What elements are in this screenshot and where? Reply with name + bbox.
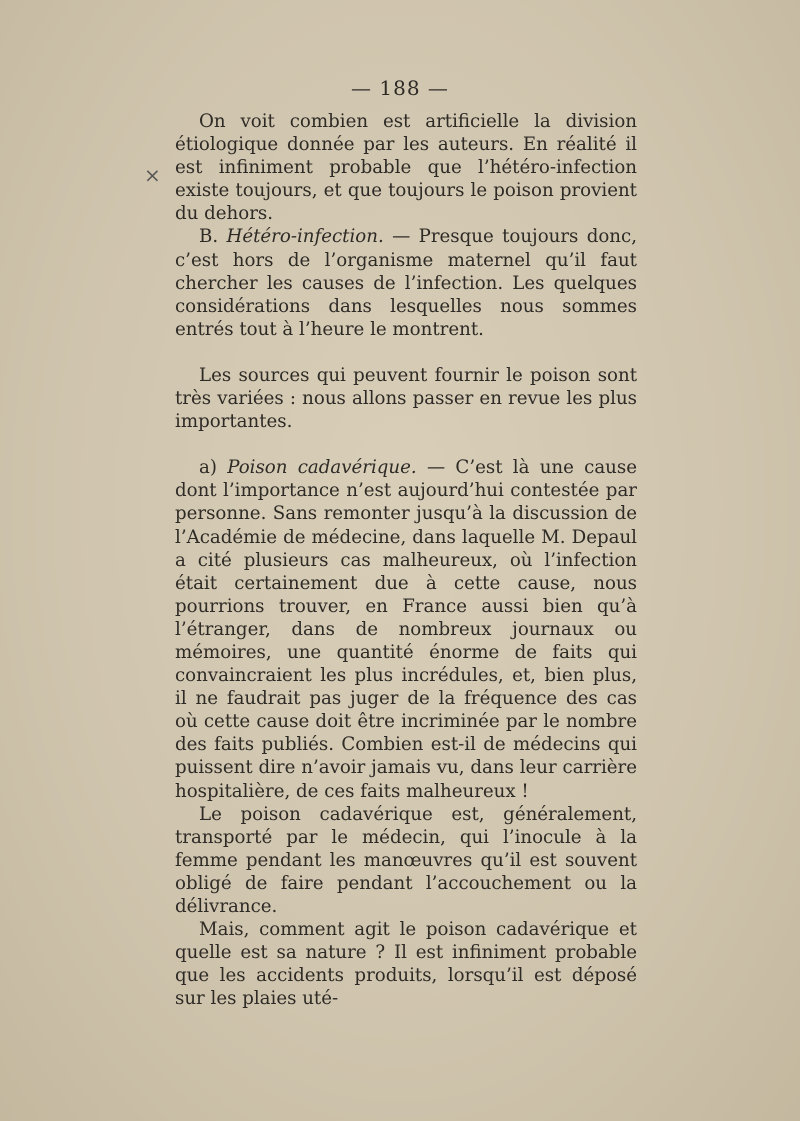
body-text [175,110,637,1010]
paragraph-5 [175,803,637,918]
paragraph-text: Mais, comment agit le poison cadavérique et quelle est sa nature ? Il est infiniment probable que les accidents produits, lorsqu’il est déposé sur les plaies uté- [175,919,637,1010]
paragraph-text: — C’est là une cause dont l’importance n’est aujourd’hui contestée par personne. Sans remonter jusqu’à la discussion de l’Académie de médecine, dans laquelle M. Depaul a cité plusieurs cas malheureux, où l’infection était certainement due à cette cause, nous pourrions trouver, en France aussi bien qu’à l’étranger, dans de nombreux journaux ou mémoires, une quantité énorme de faits qui convaincraient les plus incrédules, et, bien plus, il ne faudrait pas juger de la fréquence des cas où cette cause doit être incriminée par le nombre des faits publiés. Combien est-il de médecins qui puissent dire n’avoir jamais vu, dans leur carrière hospitalière, de ces faits malheureux ! [175,457,637,802]
paragraph-text: Les sources qui peuvent fournir le poison sont très variées : nous allons passer en revue les plus importantes. [175,364,637,433]
paragraph-3 [175,364,637,433]
section-heading: Hétéro-infection. [226,226,384,248]
page-number: — 188 — [351,76,449,100]
paragraph-text: — Presque toujours donc, c’est hors de l’organisme maternel qu’il faut chercher les causes de l’infection. Les quelques considérations dans lesquelles nous sommes entrés tout à l’heure le montrent. [175,226,637,340]
section-heading: Poison cadavérique. [227,457,417,479]
paragraph-text: Le poison cadavérique est, généralement, transporté par le médecin, qui l’inocule à la femme pendant les manœuvres qu’il est souvent obligé de faire pendant l’accouchement ou la délivrance. [175,803,637,917]
paragraph-4 [175,456,637,802]
paragraph-text: On voit combien est artificielle la division étiologique donnée par les auteurs. En réalité il est infiniment probable que l’hétéro-infection existe toujours, et que toujours le poison provient du dehors. [175,111,637,225]
paragraph-6 [175,918,637,1010]
section-letter: a) [199,457,228,479]
margin-annotation: × [144,163,161,187]
section-letter: B. [199,226,227,248]
paragraph-2 [175,225,637,340]
paragraph-1 [175,110,637,225]
